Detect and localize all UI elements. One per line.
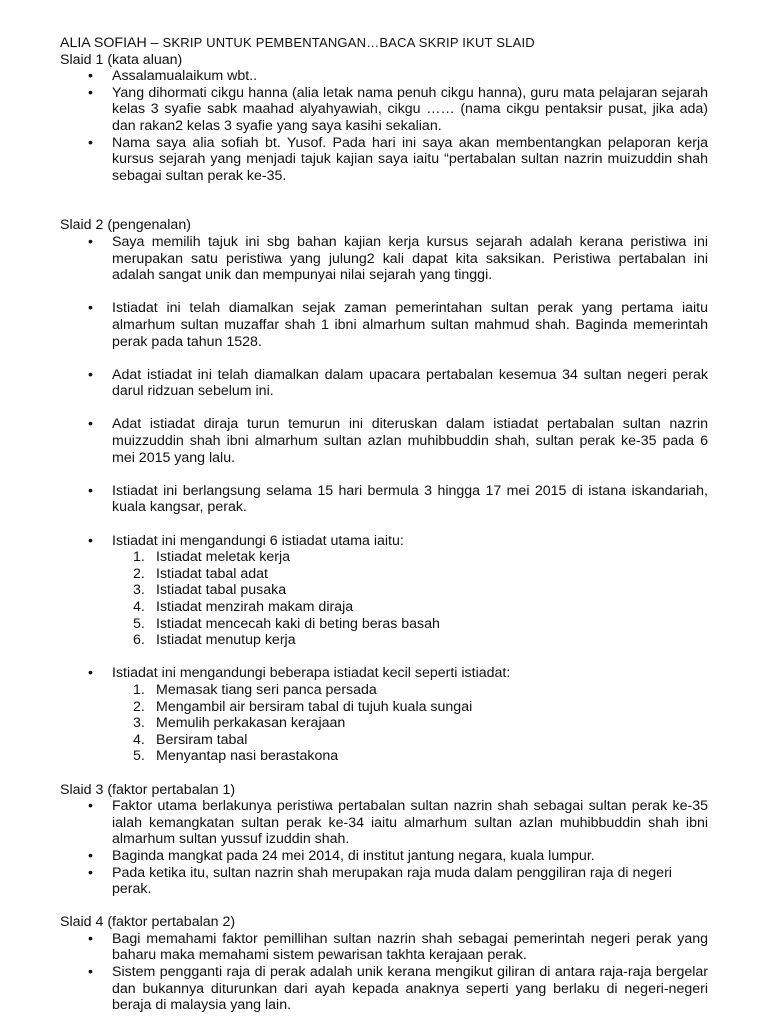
slide-2-heading: Slaid 2 (pengenalan) bbox=[60, 217, 191, 234]
title-dash: – bbox=[146, 35, 163, 51]
numbered-item: 5. Menyantap nasi berastakona bbox=[133, 748, 339, 765]
document-title bbox=[60, 35, 708, 52]
numbered-item: 6. Istiadat menutup kerja bbox=[133, 632, 296, 649]
list-item: • Sistem pengganti raja di perak adalah unik kerana mengikut giliran di antara raja-raja bergelar dan bukannya diturunkan dari ayah kepada anaknya seperti yang berlaku di negeri-negeri beraja di malaysia yang lain. bbox=[112, 964, 708, 1014]
list-item: • Assalamualaikum wbt.. bbox=[112, 68, 708, 85]
list-item: • Baginda mangkat pada 24 mei 2014, di institut jantung negara, kuala lumpur. bbox=[112, 848, 708, 865]
list-item: • Adat istiadat diraja turun temurun ini diteruskan dalam istiadat pertabalan sultan nazrin muizzuddin shah ibni almarhum sultan azlan muhibbuddin shah, sultan perak ke-35 pada 6 mei 2015 yang lalu. bbox=[112, 416, 708, 466]
document-subtitle: SKRIP UNTUK PEMBENTANGAN…BACA SKRIP IKUT SLAID bbox=[162, 35, 535, 50]
slide-1-bullets bbox=[60, 68, 708, 184]
list-item bbox=[112, 533, 708, 649]
numbered-item: 5. Istiadat mencecah kaki di beting beras basah bbox=[133, 615, 440, 632]
list-item: • Pada ketika itu, sultan nazrin shah merupakan raja muda dalam penggiliran raja di negeri perak. bbox=[112, 865, 708, 898]
author-name: ALIA SOFIAH bbox=[60, 35, 147, 51]
list-item: • Nama saya alia sofiah bt. Yusof. Pada hari ini saya akan membentangkan pelaporan kerja kursus sejarah yang menjadi tajuk kajian saya iaitu “pertabalan sultan nazrin muizuddin shah sebagai sultan perak ke-35. bbox=[112, 135, 708, 185]
minor-ceremonies-list bbox=[112, 682, 708, 765]
slide-3-bullets bbox=[60, 798, 708, 898]
numbered-item: 2. Mengambil air bersiram tabal di tujuh kuala sungai bbox=[133, 698, 473, 715]
main-ceremonies-list bbox=[112, 549, 708, 649]
numbered-item: 4. Bersiram tabal bbox=[133, 731, 248, 748]
list-item: • Bagi memahami faktor pemillihan sultan nazrin shah sebagai pemerintah negeri perak yang baharu maka memahami sistem pewarisan takhta kerajaan perak. bbox=[112, 931, 708, 964]
numbered-item: 3. Istiadat tabal pusaka bbox=[133, 582, 287, 599]
list-item: • Saya memilih tajuk ini sbg bahan kajian kerja kursus sejarah adalah kerana peristiwa ini merupakan satu peristiwa yang julung2 kali dapat kita saksikan. Peristiwa pertabalan ini adalah sangat unik dan mempunyai nilai sejarah yang tinggi. bbox=[112, 234, 708, 284]
slide-1-heading: Slaid 1 (kata aluan) bbox=[60, 51, 183, 68]
numbered-item: 3. Memulih perkakasan kerajaan bbox=[133, 715, 346, 732]
slide-2-bullets bbox=[60, 234, 708, 765]
minor-ceremonies-intro: Istiadat ini mengandungi beberapa istiadat kecil seperti istiadat: bbox=[112, 665, 511, 682]
numbered-item: 1. Memasak tiang seri panca persada bbox=[133, 681, 377, 698]
list-item: • Faktor utama berlakunya peristiwa pertabalan sultan nazrin shah sebagai sultan perak ke-35 ialah kemangkatan sultan perak ke-34 iaitu almarhum sultan azlan muhibbuddin shah ibni almarhum sultan yussuf izuddin shah. bbox=[112, 798, 708, 848]
list-item: • Yang dihormati cikgu hanna (alia letak nama penuh cikgu hanna), guru mata pelajaran sejarah kelas 3 syafie sabk maahad alyahyawiah, cikgu …… (nama cikgu pentaksir pusat, jika ada) dan rakan2 kelas 3 syafie yang saya kasihi sekalian. bbox=[112, 85, 708, 135]
list-item: • Adat istiadat ini telah diamalkan dalam upacara pertabalan kesemua 34 sultan negeri perak darul ridzuan sebelum ini. bbox=[112, 367, 708, 400]
slide-4-bullets bbox=[60, 931, 708, 1014]
list-item: • Istiadat ini berlangsung selama 15 hari bermula 3 hingga 17 mei 2015 di istana iskandariah, kuala kangsar, perak. bbox=[112, 483, 708, 516]
slide-4-heading: Slaid 4 (faktor pertabalan 2) bbox=[60, 914, 236, 931]
list-item bbox=[112, 665, 708, 765]
slide-3-heading: Slaid 3 (faktor pertabalan 1) bbox=[60, 781, 236, 798]
main-ceremonies-intro: Istiadat ini mengandungi 6 istiadat utama iaitu: bbox=[112, 532, 404, 549]
list-item: • Istiadat ini telah diamalkan sejak zaman pemerintahan sultan perak yang pertama iaitu almarhum sultan muzaffar shah 1 ibni almarhum sultan mahmud shah. Baginda memerintah perak pada tahun 1528. bbox=[112, 300, 708, 350]
numbered-item: 4. Istiadat menzirah makam diraja bbox=[133, 599, 354, 615]
numbered-item: 2. Istiadat tabal adat bbox=[133, 565, 269, 582]
numbered-item: 1. Istiadat meletak kerja bbox=[133, 549, 291, 566]
